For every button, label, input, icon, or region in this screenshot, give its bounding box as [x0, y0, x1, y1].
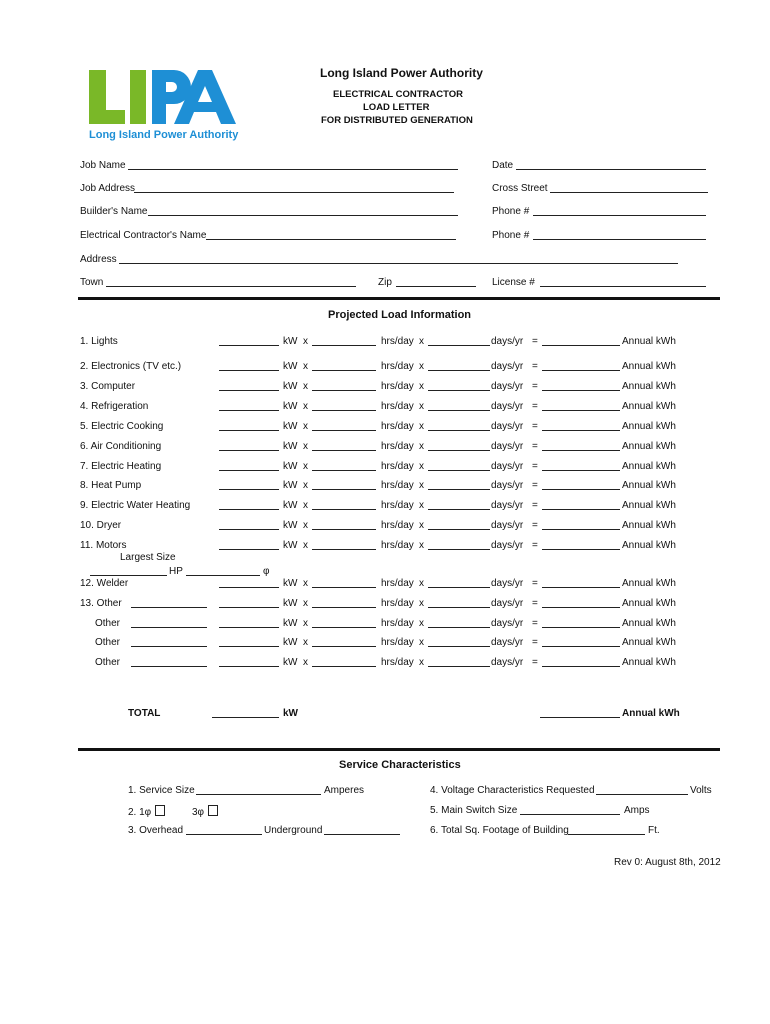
- annual-unit: Annual kWh: [622, 637, 676, 648]
- kw-field[interactable]: [219, 360, 279, 371]
- load-item-label: 9. Electric Water Heating: [80, 500, 191, 511]
- kw-unit: kW: [283, 361, 298, 372]
- load-item-label: 13. Other: [80, 598, 122, 609]
- load-item-label: 4. Refrigeration: [80, 401, 149, 412]
- total-kw-field[interactable]: [212, 707, 279, 718]
- multiply-sign: x: [419, 657, 424, 668]
- hrs-unit: hrs/day: [381, 336, 414, 347]
- hrs-field[interactable]: [312, 617, 376, 628]
- hrs-field[interactable]: [312, 335, 376, 346]
- three-phase-option: [192, 805, 218, 818]
- annual-unit: Annual kWh: [622, 421, 676, 432]
- equals-sign: =: [532, 578, 538, 589]
- days-field[interactable]: [428, 617, 490, 628]
- hrs-unit: hrs/day: [381, 441, 414, 452]
- kw-unit: kW: [283, 540, 298, 551]
- load-item-label: 5. Electric Cooking: [80, 421, 164, 432]
- days-unit: days/yr: [491, 520, 524, 531]
- zip-field[interactable]: [396, 276, 476, 287]
- days-unit: days/yr: [491, 361, 524, 372]
- job-address-field[interactable]: [134, 182, 454, 193]
- annual-field[interactable]: [542, 400, 620, 411]
- kw-unit: kW: [283, 381, 298, 392]
- annual-unit: Annual kWh: [622, 480, 676, 491]
- days-unit: days/yr: [491, 618, 524, 629]
- days-field[interactable]: [428, 636, 490, 647]
- hrs-unit: hrs/day: [381, 520, 414, 531]
- days-field[interactable]: [428, 460, 490, 471]
- hrs-unit: hrs/day: [381, 480, 414, 491]
- total-label: TOTAL: [128, 708, 161, 719]
- load-section-title: Projected Load Information: [328, 309, 472, 321]
- multiply-sign: x: [419, 361, 424, 372]
- multiply-sign: x: [419, 336, 424, 347]
- annual-field[interactable]: [542, 440, 620, 451]
- multiply-sign: x: [419, 381, 424, 392]
- days-field[interactable]: [428, 597, 490, 608]
- hrs-field[interactable]: [312, 636, 376, 647]
- phase-symbol: φ: [263, 566, 270, 577]
- builders-name-field[interactable]: [148, 205, 458, 216]
- hrs-field[interactable]: [312, 597, 376, 608]
- annual-field[interactable]: [542, 460, 620, 471]
- annual-field[interactable]: [542, 539, 620, 550]
- multiply-sign: x: [303, 500, 308, 511]
- underground-field[interactable]: [324, 824, 400, 835]
- kw-field[interactable]: [219, 519, 279, 530]
- hrs-field[interactable]: [312, 499, 376, 510]
- annual-unit: Annual kWh: [622, 500, 676, 511]
- multiply-sign: x: [303, 637, 308, 648]
- multiply-sign: x: [303, 578, 308, 589]
- equals-sign: =: [532, 381, 538, 392]
- overhead-label: 3. Overhead: [128, 825, 184, 836]
- days-field[interactable]: [428, 440, 490, 451]
- days-unit: days/yr: [491, 381, 524, 392]
- days-unit: days/yr: [491, 336, 524, 347]
- three-phase-checkbox[interactable]: [208, 805, 218, 816]
- multiply-sign: x: [303, 480, 308, 491]
- equals-sign: =: [532, 618, 538, 629]
- days-unit: days/yr: [491, 500, 524, 511]
- days-unit: days/yr: [491, 461, 524, 472]
- total-kw-unit: kW: [283, 708, 298, 719]
- license-label: License #: [492, 277, 535, 288]
- annual-unit: Annual kWh: [622, 540, 676, 551]
- equals-sign: =: [532, 361, 538, 372]
- multiply-sign: x: [419, 637, 424, 648]
- hrs-field[interactable]: [312, 380, 376, 391]
- kw-unit: kW: [283, 618, 298, 629]
- hrs-unit: hrs/day: [381, 540, 414, 551]
- multiply-sign: x: [303, 598, 308, 609]
- revision-footer: Rev 0: August 8th, 2012: [614, 857, 721, 868]
- underground-label: Underground: [264, 825, 323, 836]
- town-label: Town: [80, 277, 104, 288]
- multiply-sign: x: [303, 336, 308, 347]
- kw-field[interactable]: [219, 335, 279, 346]
- kw-field[interactable]: [219, 420, 279, 431]
- kw-field[interactable]: [219, 499, 279, 510]
- service-section-title: Service Characteristics: [339, 759, 461, 771]
- annual-field[interactable]: [542, 420, 620, 431]
- main-switch-field[interactable]: [520, 804, 620, 815]
- equals-sign: =: [532, 540, 538, 551]
- hrs-unit: hrs/day: [381, 637, 414, 648]
- days-field[interactable]: [428, 400, 490, 411]
- kw-unit: kW: [283, 520, 298, 531]
- annual-unit: Annual kWh: [622, 401, 676, 412]
- load-item-label: 10. Dryer: [80, 520, 122, 531]
- single-phase-label: 2. 1φ: [128, 807, 152, 818]
- load-item-label: 11. Motors: [80, 540, 127, 551]
- three-phase-label: 3φ: [192, 807, 205, 818]
- multiply-sign: x: [419, 480, 424, 491]
- annual-field[interactable]: [542, 479, 620, 490]
- contractors-name-label: Electrical Contractor's Name: [80, 230, 207, 241]
- single-phase-option: [128, 805, 165, 818]
- voltage-label: 4. Voltage Characteristics Requested: [430, 785, 595, 796]
- multiply-sign: x: [419, 578, 424, 589]
- multiply-sign: x: [303, 361, 308, 372]
- annual-unit: Annual kWh: [622, 441, 676, 452]
- kw-field[interactable]: [219, 440, 279, 451]
- multiply-sign: x: [303, 421, 308, 432]
- equals-sign: =: [532, 421, 538, 432]
- hrs-unit: hrs/day: [381, 401, 414, 412]
- single-phase-checkbox[interactable]: [155, 805, 165, 816]
- volts-label: Volts: [690, 785, 712, 796]
- hrs-field[interactable]: [312, 400, 376, 411]
- cross-street-field[interactable]: [550, 182, 708, 193]
- hp-label: HP: [169, 566, 183, 577]
- kw-field[interactable]: [219, 479, 279, 490]
- load-item-label: 2. Electronics (TV etc.): [80, 361, 182, 372]
- days-unit: days/yr: [491, 578, 524, 589]
- hrs-field[interactable]: [312, 539, 376, 550]
- amperes-label: Amperes: [324, 785, 365, 796]
- multiply-sign: x: [419, 461, 424, 472]
- zip-label: Zip: [378, 277, 392, 288]
- job-name-field[interactable]: [128, 159, 458, 170]
- kw-unit: kW: [283, 441, 298, 452]
- kw-field[interactable]: [219, 656, 279, 667]
- equals-sign: =: [532, 657, 538, 668]
- multiply-sign: x: [419, 598, 424, 609]
- days-unit: days/yr: [491, 540, 524, 551]
- annual-unit: Annual kWh: [622, 618, 676, 629]
- kw-unit: kW: [283, 657, 298, 668]
- multiply-sign: x: [303, 618, 308, 629]
- days-field[interactable]: [428, 479, 490, 490]
- days-field[interactable]: [428, 420, 490, 431]
- multiply-sign: x: [303, 461, 308, 472]
- hrs-field[interactable]: [312, 460, 376, 471]
- hrs-field[interactable]: [312, 420, 376, 431]
- annual-unit: Annual kWh: [622, 520, 676, 531]
- kw-field[interactable]: [219, 617, 279, 628]
- hrs-unit: hrs/day: [381, 381, 414, 392]
- main-switch-label: 5. Main Switch Size: [430, 805, 518, 816]
- load-item-label: 12. Welder: [80, 578, 129, 589]
- kw-unit: kW: [283, 480, 298, 491]
- load-item-label: 8. Heat Pump: [80, 480, 142, 491]
- hrs-unit: hrs/day: [381, 461, 414, 472]
- annual-field[interactable]: [542, 577, 620, 588]
- other-description-field[interactable]: [131, 636, 207, 647]
- hrs-unit: hrs/day: [381, 657, 414, 668]
- equals-sign: =: [532, 480, 538, 491]
- town-field[interactable]: [106, 276, 356, 287]
- kw-unit: kW: [283, 500, 298, 511]
- equals-sign: =: [532, 520, 538, 531]
- multiply-sign: x: [303, 381, 308, 392]
- load-item-label: Other: [95, 657, 121, 668]
- amps-label: Amps: [624, 805, 650, 816]
- motor-size-field[interactable]: [90, 565, 167, 576]
- multiply-sign: x: [419, 401, 424, 412]
- equals-sign: =: [532, 500, 538, 511]
- annual-unit: Annual kWh: [622, 578, 676, 589]
- equals-sign: =: [532, 637, 538, 648]
- license-field[interactable]: [540, 276, 706, 287]
- load-item-label: 6. Air Conditioning: [80, 441, 162, 452]
- multiply-sign: x: [303, 441, 308, 452]
- hrs-field[interactable]: [312, 360, 376, 371]
- title-line-2: LOAD LETTER: [363, 102, 430, 113]
- org-name: Long Island Power Authority: [320, 66, 483, 80]
- total-annual-field[interactable]: [540, 707, 620, 718]
- builders-name-label: Builder's Name: [80, 206, 148, 217]
- hrs-unit: hrs/day: [381, 578, 414, 589]
- ft-label: Ft.: [648, 825, 660, 836]
- days-field[interactable]: [428, 360, 490, 371]
- kw-unit: kW: [283, 461, 298, 472]
- load-item-label: Other: [95, 618, 121, 629]
- motor-hp-field[interactable]: [186, 565, 260, 576]
- multiply-sign: x: [419, 421, 424, 432]
- annual-unit: Annual kWh: [622, 361, 676, 372]
- sq-footage-field[interactable]: [568, 824, 645, 835]
- job-address-label: Job Address: [80, 183, 136, 194]
- multiply-sign: x: [303, 657, 308, 668]
- multiply-sign: x: [419, 618, 424, 629]
- hrs-field[interactable]: [312, 440, 376, 451]
- equals-sign: =: [532, 401, 538, 412]
- kw-unit: kW: [283, 401, 298, 412]
- load-item-label: 7. Electric Heating: [80, 461, 162, 472]
- annual-field[interactable]: [542, 499, 620, 510]
- kw-field[interactable]: [219, 539, 279, 550]
- equals-sign: =: [532, 336, 538, 347]
- kw-unit: kW: [283, 637, 298, 648]
- days-unit: days/yr: [491, 441, 524, 452]
- date-label: Date: [492, 160, 514, 171]
- annual-unit: Annual kWh: [622, 657, 676, 668]
- load-item-label: 1. Lights: [80, 336, 118, 347]
- annual-field[interactable]: [542, 636, 620, 647]
- kw-field[interactable]: [219, 400, 279, 411]
- kw-unit: kW: [283, 421, 298, 432]
- largest-size-label: Largest Size: [120, 552, 176, 563]
- kw-field[interactable]: [219, 380, 279, 391]
- annual-field[interactable]: [542, 380, 620, 391]
- multiply-sign: x: [303, 401, 308, 412]
- phone-2-label: Phone #: [492, 230, 530, 241]
- days-field[interactable]: [428, 577, 490, 588]
- other-description-field[interactable]: [131, 656, 207, 667]
- section-divider-2: [78, 748, 720, 751]
- annual-unit: Annual kWh: [622, 598, 676, 609]
- cross-street-label: Cross Street: [492, 183, 548, 194]
- hrs-unit: hrs/day: [381, 361, 414, 372]
- hrs-field[interactable]: [312, 577, 376, 588]
- hrs-field[interactable]: [312, 479, 376, 490]
- address-field[interactable]: [119, 253, 678, 264]
- lipa-logo: [86, 66, 246, 146]
- days-field[interactable]: [428, 335, 490, 346]
- equals-sign: =: [532, 598, 538, 609]
- kw-unit: kW: [283, 598, 298, 609]
- days-unit: days/yr: [491, 657, 524, 668]
- kw-field[interactable]: [219, 577, 279, 588]
- address-label: Address: [80, 254, 117, 265]
- contractors-name-field[interactable]: [206, 229, 456, 240]
- annual-unit: Annual kWh: [622, 461, 676, 472]
- sq-footage-label: 6. Total Sq. Footage of Building: [430, 825, 569, 836]
- overhead-field[interactable]: [186, 824, 262, 835]
- kw-field[interactable]: [219, 636, 279, 647]
- kw-unit: kW: [283, 336, 298, 347]
- days-field[interactable]: [428, 656, 490, 667]
- hrs-unit: hrs/day: [381, 598, 414, 609]
- annual-field[interactable]: [542, 519, 620, 530]
- load-item-label: 3. Computer: [80, 381, 136, 392]
- multiply-sign: x: [419, 540, 424, 551]
- section-divider-1: [78, 297, 720, 300]
- voltage-field[interactable]: [596, 784, 688, 795]
- phone-1-field[interactable]: [533, 205, 706, 216]
- days-unit: days/yr: [491, 637, 524, 648]
- annual-field[interactable]: [542, 597, 620, 608]
- title-line-3: FOR DISTRIBUTED GENERATION: [321, 115, 473, 126]
- hrs-unit: hrs/day: [381, 500, 414, 511]
- multiply-sign: x: [419, 520, 424, 531]
- annual-field[interactable]: [542, 656, 620, 667]
- days-field[interactable]: [428, 519, 490, 530]
- multiply-sign: x: [303, 540, 308, 551]
- days-unit: days/yr: [491, 598, 524, 609]
- annual-field[interactable]: [542, 617, 620, 628]
- days-field[interactable]: [428, 380, 490, 391]
- hrs-unit: hrs/day: [381, 618, 414, 629]
- load-item-label: Other: [95, 637, 121, 648]
- hrs-field[interactable]: [312, 519, 376, 530]
- annual-unit: Annual kWh: [622, 381, 676, 392]
- title-line-1: ELECTRICAL CONTRACTOR: [333, 89, 464, 100]
- days-unit: days/yr: [491, 401, 524, 412]
- hrs-unit: hrs/day: [381, 421, 414, 432]
- annual-field[interactable]: [542, 335, 620, 346]
- equals-sign: =: [532, 441, 538, 452]
- phone-2-field[interactable]: [533, 229, 706, 240]
- annual-unit: Annual kWh: [622, 336, 676, 347]
- days-field[interactable]: [428, 539, 490, 550]
- hrs-field[interactable]: [312, 656, 376, 667]
- days-unit: days/yr: [491, 480, 524, 491]
- logo-tagline: Long Island Power Authority: [89, 129, 239, 141]
- days-unit: days/yr: [491, 421, 524, 432]
- date-field[interactable]: [516, 159, 706, 170]
- kw-unit: kW: [283, 578, 298, 589]
- days-field[interactable]: [428, 499, 490, 510]
- service-size-label: 1. Service Size: [128, 785, 195, 796]
- multiply-sign: x: [303, 520, 308, 531]
- total-annual-unit: Annual kWh: [622, 708, 680, 719]
- multiply-sign: x: [419, 500, 424, 511]
- service-size-field[interactable]: [196, 784, 321, 795]
- other-description-field[interactable]: [131, 617, 207, 628]
- multiply-sign: x: [419, 441, 424, 452]
- phone-1-label: Phone #: [492, 206, 530, 217]
- annual-field[interactable]: [542, 360, 620, 371]
- job-name-label: Job Name: [80, 160, 126, 171]
- other-description-field[interactable]: [131, 597, 207, 608]
- equals-sign: =: [532, 461, 538, 472]
- kw-field[interactable]: [219, 460, 279, 471]
- kw-field[interactable]: [219, 597, 279, 608]
